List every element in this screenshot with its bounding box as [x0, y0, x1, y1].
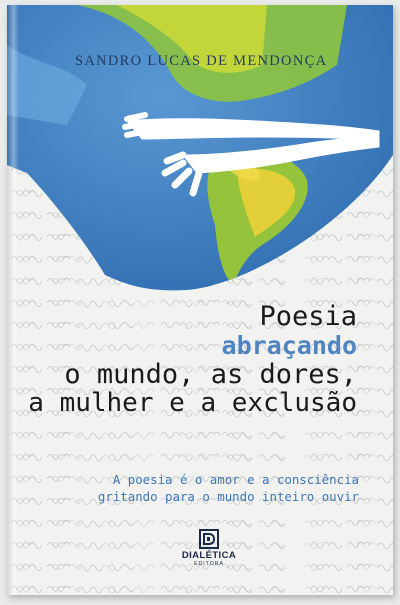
title-line-4: a mulher e a exclusão	[28, 388, 357, 418]
publisher-name: DIALÉTICA	[181, 550, 237, 561]
book-title	[28, 302, 357, 418]
title-line-2-highlight: abraçando	[221, 331, 357, 360]
book-cover	[7, 5, 393, 595]
book-subtitle	[98, 471, 359, 505]
publisher-label: EDITORA	[194, 561, 224, 567]
author-name: SANDRO LUCAS DE MENDONÇA	[75, 53, 328, 69]
publisher-logo-icon	[199, 529, 219, 549]
globe-illustration	[7, 5, 393, 305]
title-line-3: o mundo, as dores,	[64, 359, 357, 390]
subtitle-line-2: gritando para o mundo inteiro ouvir	[97, 489, 359, 504]
publisher-logo	[179, 529, 239, 567]
subtitle-line-1: A poesia é o amor e a consciência	[112, 472, 359, 487]
title-line-1: Poesia	[259, 301, 357, 332]
spine-shading	[7, 5, 19, 595]
